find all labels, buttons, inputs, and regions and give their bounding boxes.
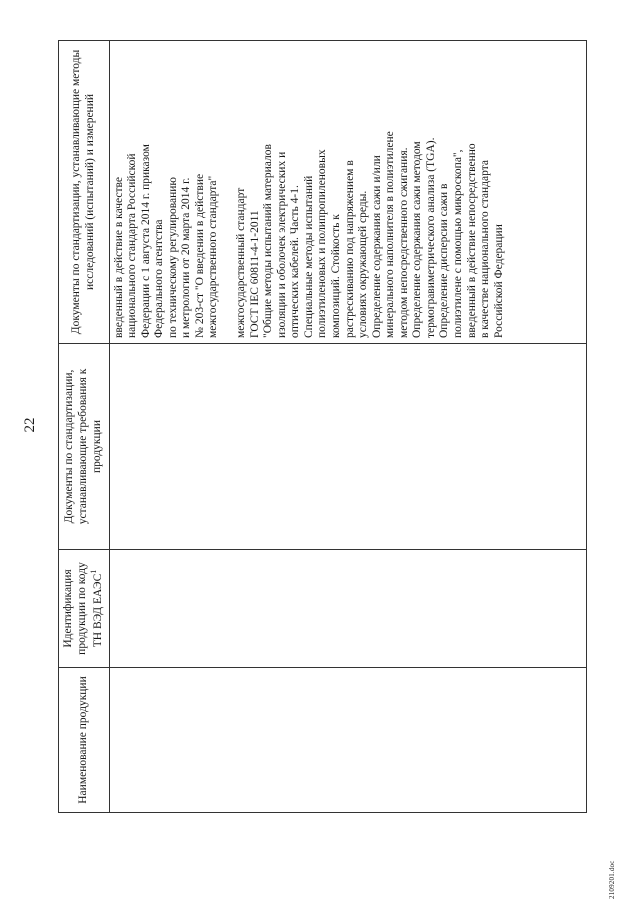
header-product-name: Наименование продукции — [59, 668, 110, 813]
header-requirement-docs: Документы по стандартизации, устанавливающие требования к продукции — [59, 344, 110, 550]
document-text-line: межгосударственный стандарт — [235, 187, 248, 338]
cell-requirements — [109, 344, 586, 550]
document-text-line: ГОСТ IEC 60811-4-1-2011 — [248, 210, 261, 338]
document-text-line: национального стандарта Российской — [126, 153, 139, 338]
document-text-line: полиэтиленовых и полипропиленовых — [316, 149, 329, 338]
table-header-row — [59, 41, 110, 813]
document-text-line: введенный в действие непосредственно — [465, 143, 478, 338]
document-text-line: растрескиванию под напряжением в — [343, 160, 356, 338]
document-text-line: № 203-ст "О введении в действие — [193, 173, 206, 338]
file-label: 2109201.doc — [608, 860, 616, 899]
block-spacer — [221, 46, 235, 338]
document-text-line: термогравиметрического анализа (TGA). — [424, 137, 437, 338]
cell-product — [109, 668, 586, 813]
document-text-line: по техническому регулированию — [166, 176, 179, 338]
document-text-line: Российской Федерации — [492, 224, 505, 338]
header-tnved-code — [59, 550, 110, 668]
document-text-line: введенный в действие в качестве — [112, 176, 125, 338]
document-text-line: в качестве национального стандарта — [479, 160, 492, 338]
cell-code — [109, 550, 586, 668]
document-text-line: минерального наполнителя в полиэтилене — [384, 131, 397, 338]
document-text-line: межгосударственного стандарта" — [207, 175, 220, 338]
document-text-line: Определение содержания сажи и/или — [370, 155, 383, 338]
document-text-line: и метрологии от 20 марта 2014 г. — [180, 177, 193, 338]
document-text-line: композиций. Стойкость к — [329, 214, 342, 338]
standards-table — [58, 40, 587, 813]
table-row — [109, 41, 586, 813]
document-text-line: Определение дисперсии сажи в — [438, 183, 451, 338]
footnote-mark: 1 — [89, 569, 99, 574]
document-text-line: оптических кабелей. Часть 4-1. — [289, 185, 302, 338]
header-method-docs: Документы по стандартизации, устанавливающие методы исследований (испытаний) и измерений — [59, 41, 110, 344]
document-text-line: Специальные методы испытаний — [302, 175, 315, 338]
document-text-line: Федерального агентства — [153, 219, 166, 338]
page-number: 22 — [22, 417, 38, 433]
document-text-line: методом непосредственного сжигания. — [397, 147, 410, 338]
header-tnved-code-text: Идентификация продукции по коду ТН ВЭД ЕАЭС — [62, 562, 104, 655]
document-text-line: изоляции и оболочек электрических и — [275, 151, 288, 338]
document-text-line: полиэтилене с помощью микроскопа", — [452, 149, 465, 338]
methods-block-gost-intro — [113, 46, 222, 338]
document-text-line: Федерации с 1 августа 2014 г. приказом — [139, 144, 152, 338]
document-text-line: Определение содержания сажи методом — [411, 141, 424, 338]
methods-block-gost-iec-60811 — [235, 46, 506, 338]
document-text-line: условиях окружающей среды. — [357, 190, 370, 338]
document-text-line: "Общие методы испытаний материалов — [262, 144, 275, 338]
cell-methods — [109, 41, 586, 344]
